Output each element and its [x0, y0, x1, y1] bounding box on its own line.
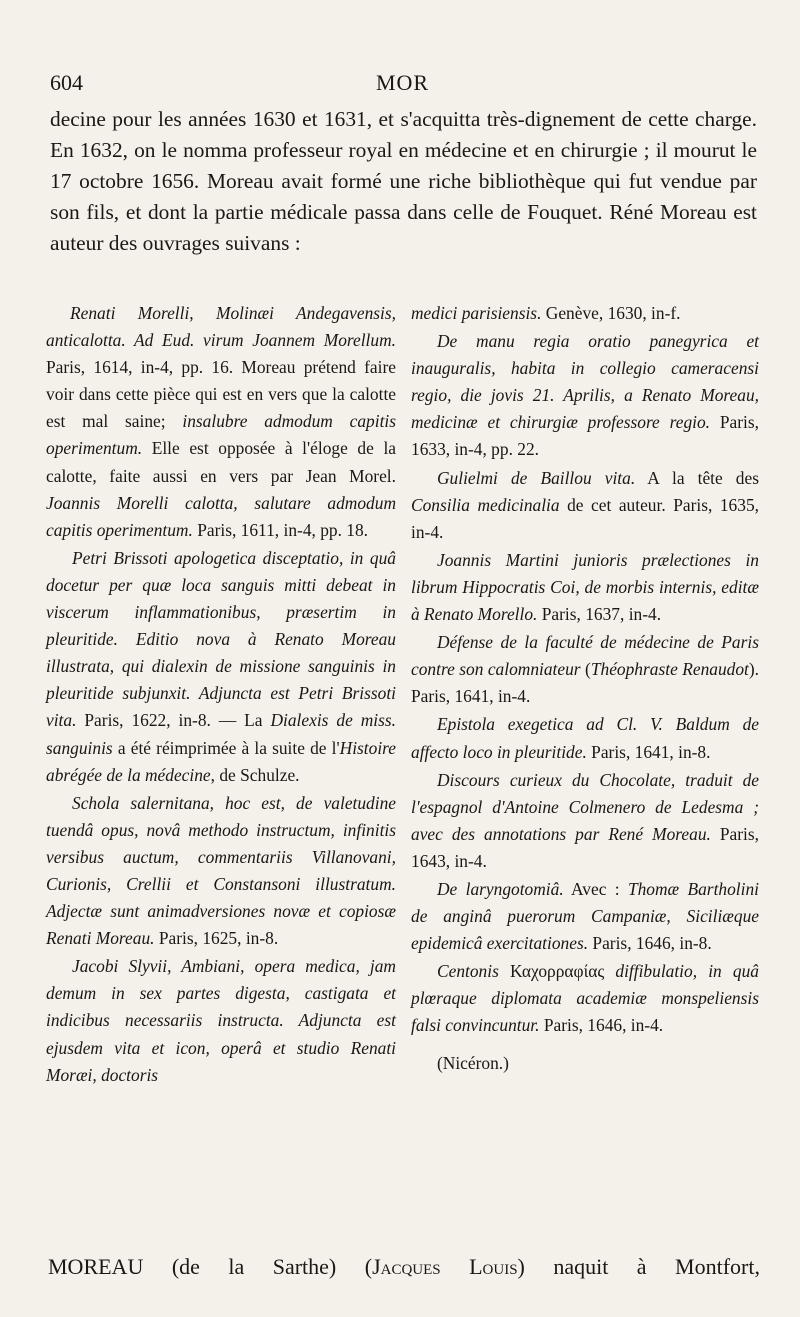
entry-title: De laryngotomiâ.: [437, 878, 564, 899]
entry-title: Schola salernitana, hoc est, de valetudine tuendâ opus, novâ methodo instructum, infinitis versibus auctum, commentariis Villanovani, Curionis, Crellii et Constansoni illustratum. Adjectæ sunt animadversiones novæ et copiosæ Renati Moreau.: [46, 792, 396, 949]
article-origin: (de la Sarthe) (: [143, 1254, 373, 1279]
entry-text: Paris, 1611, in-4, pp. 18.: [192, 519, 369, 540]
bibliography-entry: [411, 629, 759, 710]
entry-text: Genève, 1630, in-f.: [541, 303, 681, 323]
running-head: MOR: [375, 70, 430, 95]
bibliography-entry: [411, 767, 759, 875]
entry-title: Joannis Morelli calotta, salutare admodum capitis operimentum.: [46, 492, 396, 540]
right-column: [411, 300, 759, 1078]
entry-title: Consilia medicinalia: [411, 494, 560, 515]
bibliography-entry: [411, 711, 759, 765]
entry-title: Epistola exegetica ad Cl. V. Baldum de affecto loco in pleuritide.: [411, 714, 759, 762]
entry-title: Renati Morelli, Molinæi Andegavensis, anticalotta. Ad Eud. virum Joannem Morellum.: [46, 303, 396, 351]
entry-text: Καχορραφίας: [498, 961, 616, 982]
bibliography-entry: [411, 958, 759, 1039]
bibliography-entry: [411, 876, 759, 957]
entry-text: Paris, 1646, in-8.: [588, 933, 712, 954]
article-name: MOREAU: [48, 1254, 144, 1279]
entry-title: Discours curieux du Chocolate, traduit de l'espagnol d'Antoine Colmenero de Ledesma ; avec des annotations par René Moreau.: [411, 769, 759, 844]
bibliography-entry: [46, 300, 396, 544]
entry-text: Avec :: [563, 878, 628, 899]
intro-paragraph: [50, 104, 757, 259]
entry-text: Paris, 1646, in-4.: [539, 1015, 664, 1036]
entry-text: Paris, 1622, in-8. — La: [76, 710, 271, 731]
entry-title: De manu regia oratio panegyrica et inauguralis, habita in collegio cameracensi regio, die jovis 21. Aprilis, a Renato Moreau, medicinæ et chirurgiæ professore regio.: [411, 331, 759, 433]
bibliography-entry: [411, 465, 759, 546]
entry-text: Paris, 1625, in-8.: [154, 928, 279, 949]
entry-title: Gulielmi de Baillou vita.: [437, 467, 636, 488]
page-number: 604: [50, 70, 83, 95]
entry-title: medici parisiensis.: [411, 303, 542, 323]
article-text: ) naquit à Montfort,: [517, 1254, 760, 1279]
bibliography-entry: [46, 545, 396, 789]
entry-title: Thomæ Bartholini de anginâ puerorum Campaniæ, Siciliæque epidemicâ exercitationes.: [411, 878, 759, 954]
entry-title: Petri Brissoti apologetica disceptatio, in quâ docetur per quæ loca sanguis mitti debeat in viscerum inflammationibus, præsertim in pleuritide. Editio nova à Renato Moreau illustrata, qui dialexin de missione sanguinis in pleuritide subjunxit. Adjuncta est Petri Brissoti vita.: [46, 547, 396, 731]
entry-text: Paris, 1637, in-4.: [537, 604, 662, 625]
next-article-heading: [48, 1252, 760, 1282]
bibliography-entry: [411, 328, 759, 463]
bibliography-entry: [46, 790, 396, 953]
entry-text: ). Paris, 1641, in-4.: [411, 659, 760, 707]
entry-text: (: [580, 659, 591, 680]
page-header: [50, 70, 755, 104]
entry-title: Défense de la faculté de médecine de Paris contre son calomniateur: [411, 632, 759, 680]
intro-text: decine pour les années 1630 et 1631, et s'acquitta très-dignement de cette charge. En 1632, on le nomma professeur royal en médecine et en chirurgie ; il mourut le 17 octobre 1656. Moreau avait formé une riche bibliothèque qui fut vendue par son fils, et dont la partie médicale passa dans celle de Fouquet. Réné Moreau est auteur des ouvrages suivans :: [50, 107, 757, 255]
entry-text: a été réimprimée à la suite de l': [112, 737, 340, 758]
entry-title: Jacobi Slyvii, Ambiani, opera medica, jam demum in sex partes digesta, castigata et indicibus necessariis instructa. Adjuncta est ejusdem vita et icon, operâ et studio Renati Moræi, doctoris: [46, 956, 396, 1085]
entry-title: Théophraste Renaudot: [590, 659, 749, 680]
entry-text: Paris, 1614, in-4, pp. 16. Moreau prétend faire voir dans cette pièce qui est en vers que la calotte est mal saine;: [46, 357, 396, 432]
entry-text: , de Schulze.: [210, 764, 300, 785]
bibliography-entry-continued: [411, 300, 759, 327]
article-given-names: Jacques Louis: [372, 1254, 518, 1279]
entry-text: Paris, 1643, in-4.: [411, 823, 759, 871]
entry-text: A la tête des: [635, 467, 759, 488]
entry-text: de cet auteur. Paris, 1635, in-4.: [411, 494, 759, 542]
entry-title: Centonis: [437, 961, 499, 982]
entry-title: diffibulatio, in quâ plœraque diplomata academiæ monspeliensis falsi convincuntur.: [411, 961, 759, 1036]
entry-text: Paris, 1633, in-4, pp. 22.: [411, 412, 759, 460]
entry-title: Histoire abrégée de la médecine: [46, 737, 396, 785]
bibliography-entry: [411, 547, 759, 628]
entry-title: Joannis Martini junioris prælectiones in librum Hippocratis Coi, de morbis internis, editæ à Renato Morello.: [411, 549, 759, 625]
bibliography-entry: [46, 953, 396, 1088]
entry-text: Paris, 1641, in-8.: [586, 741, 711, 762]
entry-title: insalubre admodum capitis operimentum.: [46, 411, 396, 459]
source-credit: (Nicéron.): [437, 1052, 509, 1073]
left-column: [46, 300, 396, 1090]
entry-title: Dialexis de miss. sanguinis: [46, 710, 397, 758]
entry-text: Elle est opposée à l'éloge de la calotte, faite aussi en vers par Jean Morel.: [46, 438, 396, 486]
